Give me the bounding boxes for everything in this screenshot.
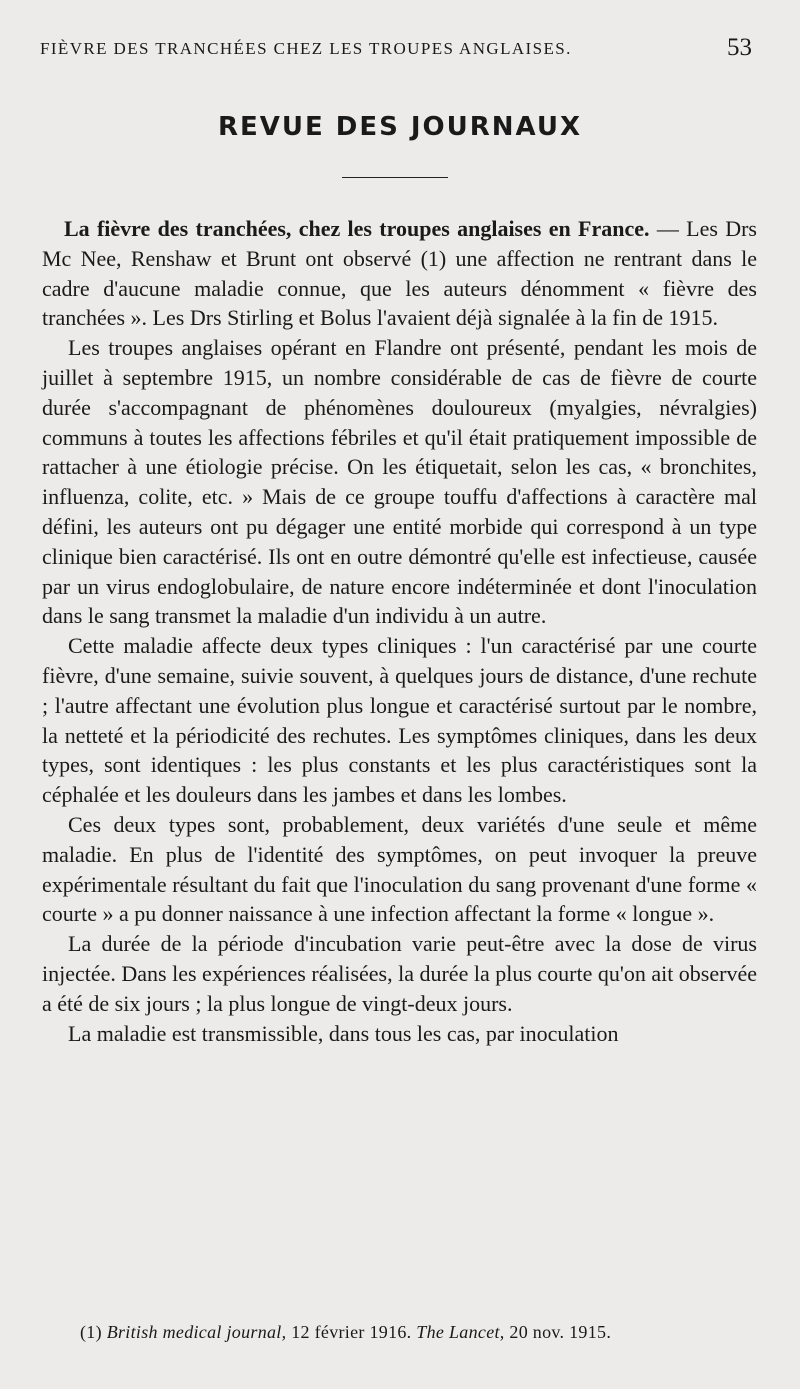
page-number: 53	[727, 34, 752, 61]
title-divider	[342, 177, 448, 178]
article-paragraph	[42, 214, 757, 333]
running-title: FIÈVRE DES TRANCHÉES CHEZ LES TROUPES ANGLAISES.	[40, 39, 572, 58]
article-paragraph: Ces deux types sont, probablement, deux variétés d'une seule et même maladie. En plus de l'identité des symptômes, on peut invoquer la preuve expérimentale résultant du fait que l'inoculation du sang provenant d'une forme « courte » a pu donner naissance à une infection affectant la forme « longue ».	[42, 811, 757, 927]
article-body	[42, 214, 757, 1048]
article-paragraph: Cette maladie affecte deux types cliniques : l'un caractérisé par une courte fièvre, d'une semaine, suivie souvent, à quelques jours de distance, d'une rechute ; l'autre affectant une évolution plus longue et caractérisé surtout par le nombre, la netteté et la périodicité des rechutes. Les symptômes cliniques, dans les deux types, sont identiques : les plus constants et les plus caractéristiques sont la céphalée et les douleurs dans les jambes et dans les lombes.	[42, 633, 757, 808]
footnote-date-2: 20 nov. 1915.	[509, 1322, 612, 1342]
footnote-journal-1: British medical journal,	[106, 1322, 287, 1342]
footnote-marker: (1)	[80, 1322, 102, 1342]
article-paragraph: Les troupes anglaises opérant en Flandre ont présenté, pendant les mois de juillet à septembre 1915, un nombre considérable de cas de fièvre de courte durée s'accompagnant de phénomènes douloureux (myalgies, névralgies) communs à toutes les affections fébriles et qu'il était pratiquement impossible de rattacher à une étiologie précise. On les étiquetait, selon les cas, « bronchites, influenza, colite, etc. » Mais de ce groupe touffu d'affections à caractère mal défini, les auteurs ont pu dégager une entité morbide qui correspond à un type clinique bien caractérisé. Ils ont en outre démontré qu'elle est infectieuse, causée par un virus endoglobulaire, de nature encore indéterminée et dont l'inoculation dans le sang transmet la maladie d'un individu à un autre.	[42, 335, 757, 629]
section-title: REVUE DES JOURNAUX	[217, 112, 583, 142]
article-paragraph: La durée de la période d'incubation varie peut-être avec la dose de virus injectée. Dans les expériences réalisées, la durée la plus courte qu'on ait observée a été de six jours ; la plus longue de vingt-deux jours.	[42, 931, 757, 1016]
running-header	[40, 30, 752, 70]
footnote	[80, 1322, 760, 1343]
paragraph-text: — Les Drs Mc Nee, Renshaw et Brunt ont observé (1) une affection ne rentrant dans le cadre d'aucune maladie connue, que les auteurs dénomment « fièvre des tranchées ». Les Drs Stirling et Bolus l'avaient déjà signalée à la fin de 1915.	[42, 216, 757, 331]
article-paragraph: La maladie est transmissible, dans tous les cas, par inoculation	[68, 1020, 619, 1046]
article-lead-title: La fièvre des tranchées, chez les troupes anglaises en France.	[64, 216, 650, 241]
footnote-date-1: 12 février 1916.	[291, 1322, 412, 1342]
footnote-journal-2: The Lancet,	[416, 1322, 505, 1342]
